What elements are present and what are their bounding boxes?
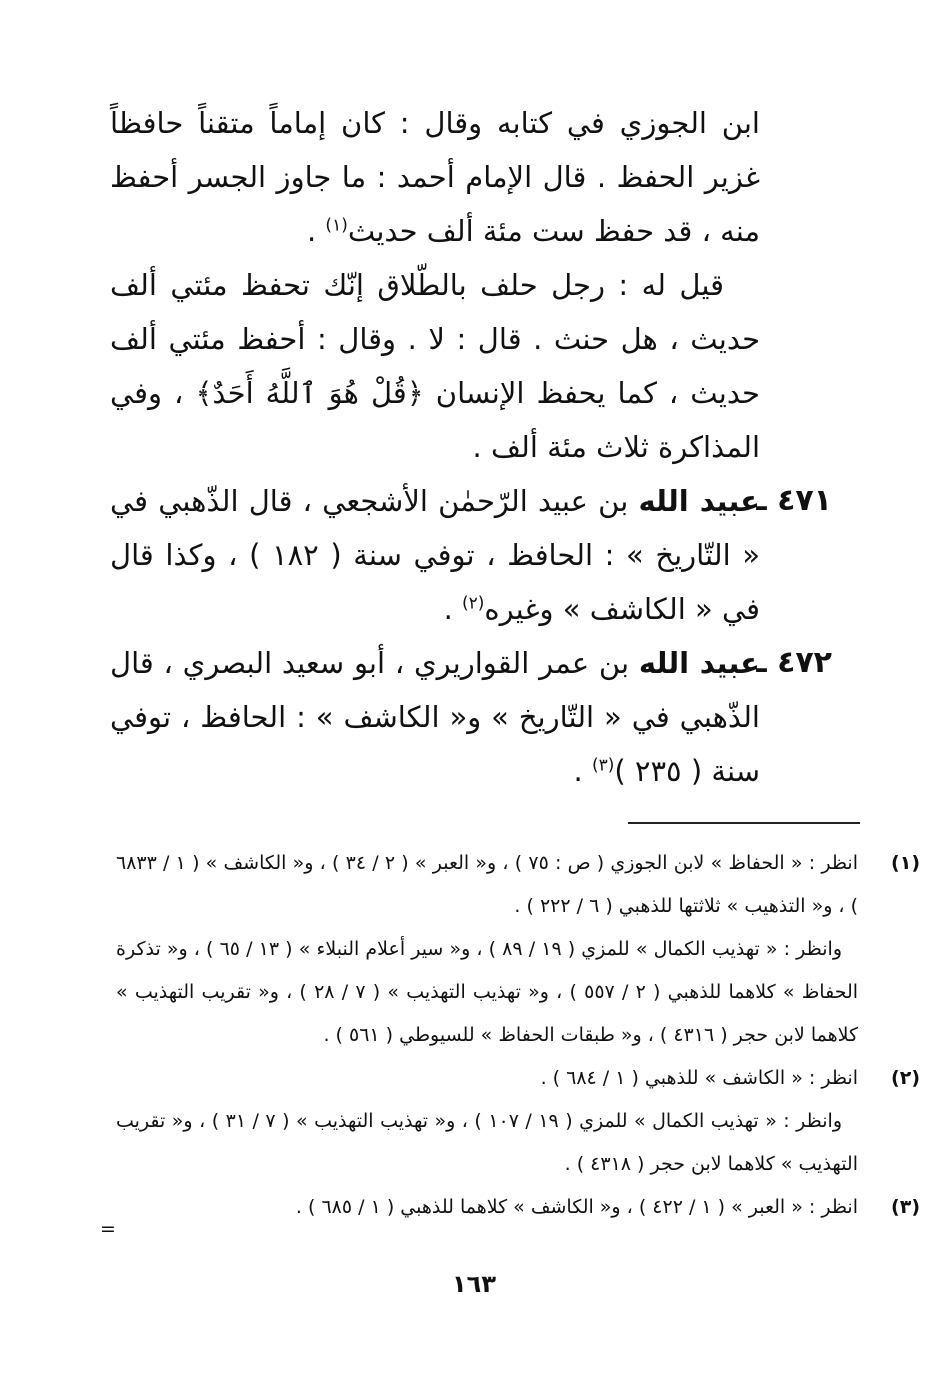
footnote-2	[116, 1057, 920, 1100]
paragraph-1-end: .	[306, 214, 326, 248]
main-text	[110, 96, 832, 798]
footnote-ref-2: (٢)	[462, 593, 485, 614]
entry-471-name: عبيد الله	[638, 484, 760, 518]
footnote-1-number: (١)	[891, 852, 920, 874]
footnote-2-number: (٢)	[891, 1067, 920, 1089]
continuation-mark: =	[100, 1218, 116, 1240]
entry-472-body: بن عمر القواريري ، أبو سعيد البصري ، قال الذّهبي في « التّاريخ » و« الكاشف » : الحافظ ، توفي سنة ( ٢٣٥ )	[110, 646, 760, 788]
footnote-2-text: انظر : « الكاشف » للذهبي ( ١ / ٦٨٤ ) .	[540, 1067, 858, 1089]
footnote-1-text: انظر : « الحفاظ » لابن الجوزي ( ص : ٧٥ ) ، و« العبر » ( ٢ / ٣٤ ) ، و« الكاشف » ( ١ / ٦٨٣٣ ) ، و« التذهيب » ثلاثتها للذهبي ( ٦ / ٢٢٢ ) .	[116, 852, 858, 917]
paragraph-2: قيل له : رجل حلف بالطّلاق إنّك تحفظ مئتي ألف حديث ، هل حنث . قال : لا . وقال : أحفظ مئتي ألف حديث ، كما يحفظ الإنسان ﴿قُلْ هُوَ ٱللَّهُ أَحَدٌ﴾ ، وفي المذاكرة ثلاث مئة ألف .	[110, 268, 760, 464]
paragraph-1	[110, 96, 760, 258]
footnote-2-continued: وانظر : « تهذيب الكمال » للمزي ( ١٩ / ١٠٧ ) ، و« تهذيب التهذيب » ( ٧ / ٣١ ) ، و« تقريب التهذيب » كلاهما لابن حجر ( ٤٣١٨ ) .	[116, 1110, 858, 1175]
footnote-3-text: انظر : « العبر » ( ١ / ٤٢٢ ) ، و« الكاشف » كلاهما للذهبي ( ١ / ٦٨٥ ) .	[295, 1196, 858, 1218]
entry-472-number: ٤٧٢ ـ	[756, 645, 832, 680]
entry-471-body: بن عبيد الرّحمٰن الأشجعي ، قال الذّهبي في « التّاريخ » : الحافظ ، توفي سنة ( ١٨٢ ) ، وكذا قال في « الكاشف » وغيره	[110, 484, 760, 626]
entry-471-end: .	[443, 592, 462, 626]
footnotes	[116, 842, 920, 1229]
footnote-3	[116, 1186, 920, 1229]
entry-472	[110, 636, 832, 798]
entry-472-end: .	[573, 754, 592, 788]
footnote-3-number: (٣)	[891, 1196, 920, 1218]
entry-471-number: ٤٧١ ـ	[756, 483, 832, 518]
entry-472-text	[110, 636, 760, 798]
footnote-1	[116, 842, 920, 928]
entry-471-text	[110, 474, 760, 636]
footnote-ref-1: (١)	[325, 215, 348, 236]
footnote-1-continued: وانظر : « تهذيب الكمال » للمزي ( ١٩ / ٨٩ ) ، و« سير أعلام النبلاء » ( ١٣ / ٦٥ ) ، و« تذكرة الحفاظ » كلاهما للذهبي ( ٢ / ٥٥٧ ) ، و« تهذيب التهذيب » ( ٧ / ٢٨ ) ، و« تقريب التهذيب » كلاهما لابن حجر ( ٤٣١٦ ) ، و« طبقات الحفاظ » للسيوطي ( ٥٦١ ) .	[116, 938, 859, 1046]
footnote-separator	[628, 822, 860, 824]
page-number: ١٦٣	[452, 1270, 496, 1298]
paragraph-1-text: ابن الجوزي في كتابه وقال : كان إماماً متقناً حافظاً غزير الحفظ . قال الإمام أحمد : ما جاوز الجسر أحفظ منه ، قد حفظ ست مئة ألف حديث	[110, 106, 760, 248]
entry-472-name: عبيد الله	[638, 646, 760, 680]
entry-471	[110, 474, 832, 636]
footnote-ref-3: (٣)	[591, 755, 615, 776]
